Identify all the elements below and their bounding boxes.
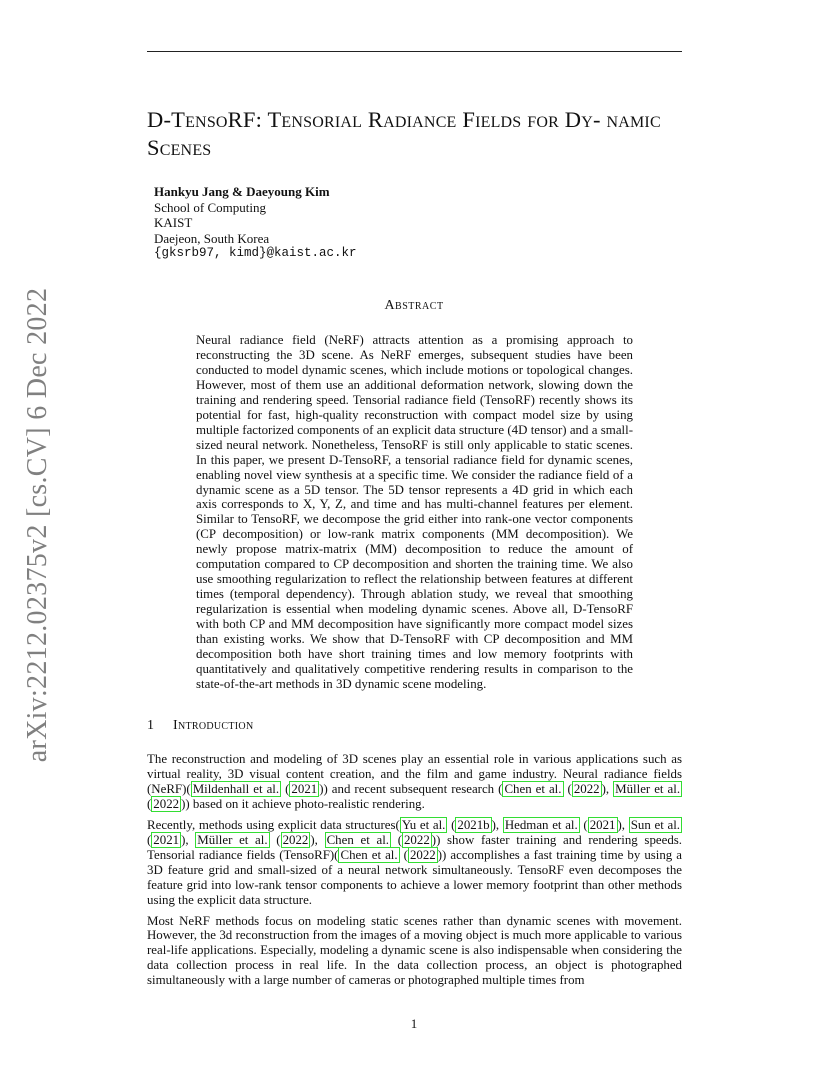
- citation-link[interactable]: Chen et al.: [340, 847, 398, 862]
- page-number: 1: [410, 1016, 418, 1031]
- citation-link[interactable]: Chen et al.: [504, 781, 562, 796]
- paper-title: D-TensoRF: Tensorial Radiance Fields for Dy- namic Scenes: [147, 107, 661, 160]
- citation-link[interactable]: 2022: [153, 796, 180, 811]
- citation-link[interactable]: Yu et al.: [401, 817, 446, 832]
- citation-link[interactable]: 2021b: [457, 817, 490, 832]
- section-number: 1: [147, 718, 155, 733]
- arxiv-id-text: arXiv:2212.02375v2 [cs.CV] 6 Dec 2022: [22, 287, 53, 763]
- abstract-heading: Abstract: [384, 298, 444, 313]
- citation-link[interactable]: Mildenhall et al.: [192, 781, 280, 796]
- author-email: {gksrb97, kimd}@kaist.ac.kr: [154, 246, 357, 261]
- section-heading-introduction: [147, 718, 253, 734]
- author-location: Daejeon, South Korea: [154, 230, 270, 246]
- citation-link[interactable]: 2021: [291, 781, 318, 796]
- intro-paragraph-3: Most NeRF methods focus on modeling static scenes rather than dynamic scenes with movement. However, the 3d reconstruction from the images of a moving object is much more applicable to various real-life applications. Especially, modeling a dynamic scene is also indispensable when considering the data collection process in real life. In the data collection process, an object is photographed simultaneously with a large number of cameras or photographed multiple times from: [147, 913, 682, 988]
- citation-link[interactable]: Müller et al.: [615, 781, 681, 796]
- citation-link[interactable]: 2022: [282, 832, 309, 847]
- citation-link[interactable]: 2021: [589, 817, 616, 832]
- abstract-text: Neural radiance field (NeRF) attracts attention as a promising approach to reconstructing the 3D scene. As NeRF emerges, subsequent studies have been conducted to model dynamic scenes, which include motions or topological changes. However, most of them use an additional deformation network, slowing down the training and rendering speed. Tensorial radiance field (TensoRF) recently shows its potential for fast, high-quality reconstruction with compact model size by using multiple factorized components of an explicit data structure (4D tensor) and a small-sized neural network. Nonetheless, TensoRF is still only applicable to static scenes. In this paper, we present D-TensoRF, a tensorial radiance field for dynamic scenes, enabling novel view synthesis at a specific time. We consider the radiance field of a dynamic scene as a 5D tensor. The 5D tensor represents a 4D grid in which each axis corresponds to X, Y, Z, and time and has multi-channel features per element. Similar to TensoRF, we decompose the grid either into rank-one vector components (CP decomposition) or low-rank matrix components (MM decomposition). We newly propose matrix-matrix (MM) decomposition to reduce the amount of computation compared to CP decomposition and shorten the training time. We also use smoothing regularization to reflect the relationship between features at different times (temporal dependency). Through ablation study, we reveal that smoothing regularization is essential when modeling dynamic scenes. Above all, D-TensoRF with both CP and MM decomposition have significantly more compact model sizes than existing works. We show that D-TensoRF with CP decomposition and MM decomposition both have short training times and low memory footprints with quantitatively and qualitatively competitive rendering results in comparison to the state-of-the-art methods in 3D dynamic scene modeling.: [196, 333, 633, 691]
- arxiv-identifier-sidebar: [18, 287, 58, 763]
- citation-link[interactable]: Hedman et al.: [504, 817, 578, 832]
- author-block: [154, 184, 357, 262]
- citation-link[interactable]: 2022: [403, 832, 430, 847]
- citation-link[interactable]: 2022: [573, 781, 600, 796]
- intro-paragraph-1: The reconstruction and modeling of 3D scenes play an essential role in various applications such as virtual reality, 3D visual content creation, and the film and game industry. Neural radiance fields (NeRF)( Mildenhall et al. ( 2021 )) and recent subsequent research ( Chen et al. ( 2022 ), Müller et al. ( 2022 )) based on it achieve photo-realistic rendering.: [147, 752, 682, 811]
- author-names: Hankyu Jang & Daeyoung Kim: [154, 184, 330, 199]
- citation-link[interactable]: Sun et al.: [630, 817, 680, 832]
- section-title: Introduction: [173, 718, 254, 733]
- citation-link[interactable]: Müller et al.: [197, 832, 268, 847]
- citation-link[interactable]: Chen et al.: [326, 832, 389, 847]
- author-department: School of Computing: [154, 199, 266, 215]
- author-institution: KAIST: [154, 215, 193, 231]
- top-rule: [147, 51, 682, 52]
- citation-link[interactable]: 2022: [409, 847, 436, 862]
- citation-link[interactable]: 2021: [153, 832, 180, 847]
- intro-paragraph-2: Recently, methods using explicit data structures( Yu et al. ( 2021b ), Hedman et al. ( 2021 ), Sun et al. ( 2021 ), Müller et al. ( 2022 ), Chen et al. ( 2022 )) show faster training and rendering speeds. Tensorial radiance fields (TensoRF)( Chen et al. ( 2022 )) accomplishes a fast training time by using a 3D feature grid and small-sized of a neural network simultaneously. TensoRF even decomposes the feature grid into low-rank tensor components to achieve a lower memory footprint than other methods using the explicit data structure.: [147, 817, 683, 907]
- introduction-body: [147, 752, 682, 994]
